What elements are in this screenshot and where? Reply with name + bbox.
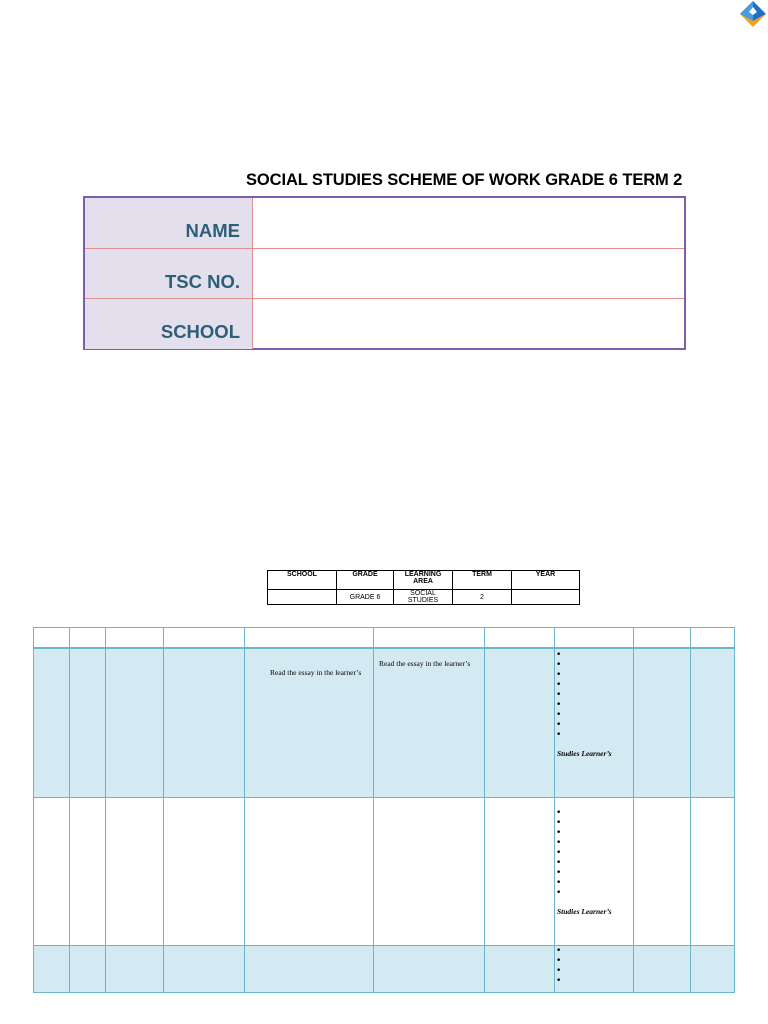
header-divider	[34, 647, 734, 649]
name-field[interactable]	[253, 198, 684, 248]
diamond-logo-icon	[737, 0, 768, 28]
row-divider	[34, 797, 734, 798]
bullet-item: •	[556, 878, 562, 888]
bullet-item: •	[556, 848, 562, 858]
meta-header-learning-area: LEARNING AREA	[394, 571, 453, 590]
bullet-item: •	[556, 808, 562, 818]
bullet-item: •	[556, 670, 562, 680]
tsc-number-field[interactable]	[253, 249, 684, 299]
column-divider	[105, 628, 106, 992]
meta-value-term: 2	[453, 590, 512, 605]
column-divider	[690, 628, 691, 992]
column-divider	[373, 628, 374, 992]
bullet-item: •	[556, 828, 562, 838]
bullet-item: •	[556, 700, 562, 710]
table-row	[34, 648, 734, 798]
school-label: SCHOOL	[85, 299, 253, 349]
learning-resource-text: Studies Learner’s	[557, 907, 612, 916]
school-field[interactable]	[253, 299, 684, 349]
learning-resource-text: Studies Learner’s	[557, 749, 612, 758]
meta-value-year	[512, 590, 580, 605]
meta-value-grade: GRADE 6	[337, 590, 394, 605]
bullet-item: •	[556, 946, 562, 956]
column-divider	[484, 628, 485, 992]
info-row-school	[85, 298, 684, 349]
bullet-item: •	[556, 690, 562, 700]
meta-value-row	[268, 590, 580, 605]
meta-table	[267, 570, 580, 605]
bullet-item: •	[556, 730, 562, 740]
bullet-item: •	[556, 888, 562, 898]
info-row-name	[85, 198, 684, 248]
meta-header-term: TERM	[453, 571, 512, 590]
bullet-item: •	[556, 868, 562, 878]
bullet-item: •	[556, 838, 562, 848]
bullet-list	[556, 808, 561, 898]
bullet-item: •	[556, 858, 562, 868]
row-divider	[34, 945, 734, 946]
table-row	[34, 798, 734, 946]
bullet-item: •	[556, 650, 562, 660]
meta-value-school	[268, 590, 337, 605]
teacher-info-table	[83, 196, 686, 350]
bullet-item: •	[556, 680, 562, 690]
column-divider	[244, 628, 245, 992]
bullet-item: •	[556, 720, 562, 730]
scheme-of-work-table	[33, 627, 735, 993]
learning-experience-text: Read the essay in the learner’s	[270, 668, 362, 677]
bullet-item: •	[556, 966, 562, 976]
meta-value-learning-area: SOCIAL STUDIES	[394, 590, 453, 605]
bullet-item: •	[556, 818, 562, 828]
column-divider	[69, 628, 70, 992]
bullet-list	[556, 946, 561, 986]
column-divider	[633, 628, 634, 992]
meta-header-grade: GRADE	[337, 571, 394, 590]
learning-experience-text: Read the essay in the learner’s	[379, 659, 471, 668]
column-divider	[554, 628, 555, 992]
name-label: NAME	[85, 198, 253, 248]
tsc-number-label: TSC NO.	[85, 249, 253, 299]
info-row-tsc	[85, 248, 684, 299]
bullet-item: •	[556, 956, 562, 966]
meta-header-school: SCHOOL	[268, 571, 337, 590]
bullet-list	[556, 650, 561, 740]
table-header-row	[34, 628, 734, 648]
table-row	[34, 946, 734, 992]
document-title: SOCIAL STUDIES SCHEME OF WORK GRADE 6 TERM 2	[246, 171, 683, 189]
bullet-item: •	[556, 710, 562, 720]
bullet-item: •	[556, 976, 562, 986]
meta-header-year: YEAR	[512, 571, 580, 590]
meta-header-row	[268, 571, 580, 590]
bullet-item: •	[556, 660, 562, 670]
column-divider	[163, 628, 164, 992]
